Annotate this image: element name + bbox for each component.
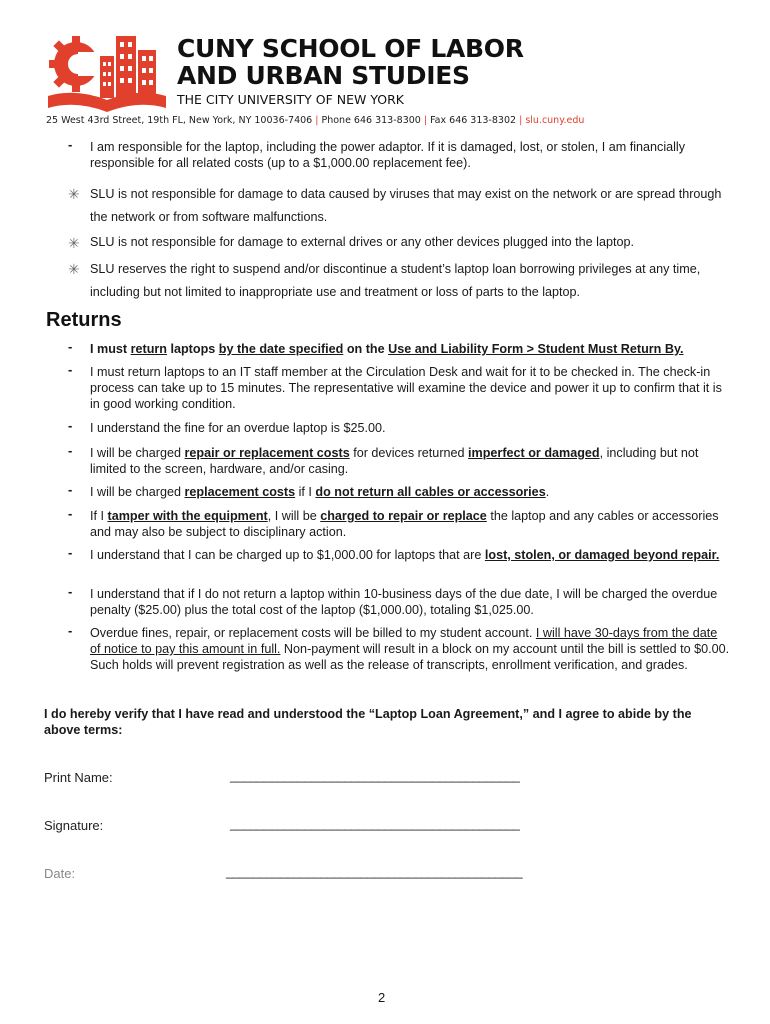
text: I understand that I can be charged up to $1,000.00 for laptops that are [90, 548, 485, 562]
page-number: 2 [378, 990, 386, 1005]
return-rule [90, 341, 730, 357]
responsibility-item: SLU is not responsible for damage to data caused by viruses that may exist on the network or are spread through the network or from software malfunctions. [90, 187, 722, 224]
dash-bullet: - [68, 482, 73, 497]
emphasis: repair or replacement costs [184, 446, 350, 460]
separator: | [315, 115, 319, 126]
emphasis: by the date specified [218, 342, 344, 356]
text: if I [295, 485, 316, 499]
dash-bullet: - [68, 339, 73, 354]
return-rule: I understand the fine for an overdue laptop is $25.00. [90, 421, 386, 435]
emphasis: imperfect or damaged [468, 446, 600, 460]
text: Overdue fines, repair, or replacement costs will be billed to my student account. [90, 626, 536, 640]
return-rule: I understand that if I do not return a laptop within 10-business days of the due date, I will be charged the overdue penalty ($25.00) plus the total cost of the laptop ($1,000.00), totaling $1,025.00. [90, 587, 718, 617]
emphasis: lost, stolen, or damaged beyond repair. [484, 548, 720, 562]
return-rule [90, 445, 730, 477]
return-rule [90, 508, 730, 540]
dash-bullet: - [68, 584, 73, 599]
organization-name [177, 35, 524, 107]
dash-bullet: - [68, 545, 73, 560]
dash-bullet: - [68, 137, 73, 152]
text: I must [90, 342, 131, 356]
responsibility-item: SLU reserves the right to suspend and/or discontinue a student’s laptop loan borrowing privileges at any time, including but not limited to inappropriate use and treatment or loss of parts to the laptop. [90, 262, 701, 299]
emphasis: I will have 30-days from the date of notice to pay this amount in full. [90, 626, 718, 656]
text: I will be charged [90, 485, 185, 499]
return-rule [90, 484, 730, 500]
responsibility-item: SLU is not responsible for damage to external drives or any other devices plugged into the laptop. [90, 235, 634, 249]
responsibility-item: I am responsible for the laptop, including the power adaptor. If it is damaged, lost, or stolen, I am financially responsible for all related costs (up to a $1,000.00 replacement fee). [90, 140, 686, 170]
text: , I will be [267, 509, 321, 523]
text: the laptop and any cables or accessories and may also be subject to disciplinary action. [90, 509, 719, 539]
text: on the [343, 342, 389, 356]
print-name-field[interactable]: ___________________________________________ [230, 768, 520, 783]
fax: Fax 646 313-8302 [430, 115, 517, 126]
signature-label: Signature: [44, 818, 104, 833]
asterisk-bullet: ✳ [68, 261, 80, 277]
emphasis: tamper with the equipment [107, 509, 268, 523]
separator: | [519, 115, 523, 126]
text: laptops [166, 342, 219, 356]
signature-field[interactable]: ___________________________________________ [230, 816, 520, 831]
dash-bullet: - [68, 443, 73, 458]
cuny-slu-logo [46, 26, 168, 112]
return-rule: I must return laptops to an IT staff member at the Circulation Desk and wait for it to be checked in. The check-in process can take up to 15 minutes. The representative will examine the device and power it up to confirm that it is in good working condition. [90, 365, 722, 411]
emphasis: charged to repair or replace [320, 509, 487, 523]
separator: | [423, 115, 428, 126]
dash-bullet: - [68, 506, 73, 521]
phone: Phone 646 313-8300 [321, 115, 421, 126]
emphasis: do not return all cables or accessories [315, 485, 546, 499]
contact-line [46, 115, 584, 126]
asterisk-bullet: ✳ [68, 186, 80, 202]
dash-bullet: - [68, 418, 73, 433]
text: If I [90, 509, 108, 523]
emphasis: Use and Liability Form > Student Must Return By. [388, 342, 684, 356]
returns-heading: Returns [46, 309, 122, 331]
text: Non-payment will result in a block on my account until the bill is settled to $0.00. Such holds will prevent registration as well as the release of transcripts, enrollment verification, and grades. [90, 642, 730, 672]
website-link[interactable]: slu.cuny.edu [525, 115, 585, 126]
text: , including but not limited to the screen, hardware, and/or casing. [90, 446, 699, 476]
asterisk-bullet: ✳ [68, 235, 80, 251]
dash-bullet: - [68, 623, 73, 638]
org-name-line-1: CUNY SCHOOL OF LABOR [177, 34, 524, 63]
address: 25 West 43rd Street, 19th FL, New York, NY 10036-7406 [46, 115, 313, 126]
text: . [545, 485, 550, 499]
verification-statement: I do hereby verify that I have read and understood the “Laptop Loan Agreement,” and I agree to abide by the above terms: [44, 707, 692, 737]
dash-bullet: - [68, 362, 73, 377]
return-rule [90, 625, 730, 673]
return-rule [90, 547, 730, 563]
emphasis: replacement costs [184, 485, 296, 499]
date-field[interactable]: ____________________________________________ [226, 864, 523, 879]
university-name: THE CITY UNIVERSITY OF NEW YORK [177, 92, 405, 107]
emphasis: return [130, 342, 167, 356]
text: for devices returned [349, 446, 469, 460]
print-name-label: Print Name: [44, 770, 113, 785]
text: I will be charged [90, 446, 185, 460]
date-label: Date: [44, 866, 76, 881]
org-name-line-2: AND URBAN STUDIES [177, 61, 470, 90]
